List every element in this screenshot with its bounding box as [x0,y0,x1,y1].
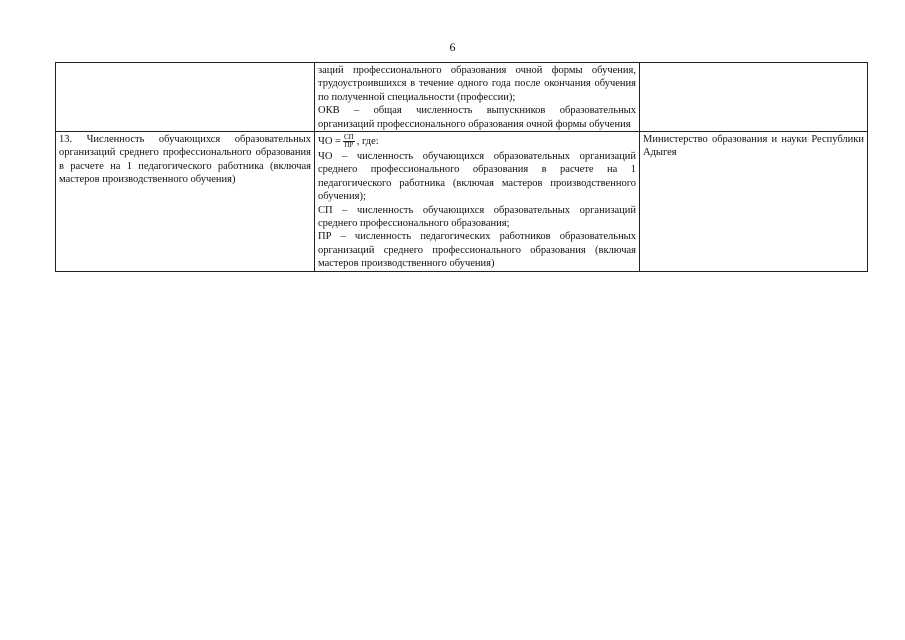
table-row [56,63,868,132]
method-cell [315,132,640,272]
formula-denominator: ПР [344,141,354,150]
method-paragraph: ОКВ – общая численность выпускников образовательных организаций профессионального образования очной формы обучения [318,105,636,130]
formula-numerator: СП [343,132,354,141]
formula-suffix: , где: [356,135,379,147]
formula [318,133,636,150]
indicators-table [55,62,868,272]
formula-fraction [343,134,355,150]
page-number: 6 [449,40,456,54]
formula-lhs: ЧО = [318,135,341,147]
table-row [56,132,868,272]
method-paragraph: ЧО – численность обучающихся образовательных организаций среднего профессионального образования в расчете на 1 педагогического работника (включая мастеров производственного обучения); [318,151,636,203]
method-paragraph: заций профессионального образования очной формы обучения, трудоустроившихся в течение одного года после окончания обучения по полученной специальности (профессии); [318,65,636,103]
responsible-cell [640,63,868,132]
method-paragraph: СП – численность обучающихся образовательных организаций среднего профессионального образования; [318,204,636,230]
responsible-cell: Министерство образования и науки Республики Адыгея [640,132,868,272]
method-paragraph: ПР – численность педагогических работников образовательных организаций среднего профессионального образования (включая мастеров производственного обучения) [318,231,636,270]
method-cell [315,63,640,132]
indicator-cell [56,63,315,132]
indicator-cell: 13. Численность обучающихся образовательных организаций среднего профессионального образования в расчете на 1 педагогического работника (включая мастеров производственного обучения) [56,132,315,272]
